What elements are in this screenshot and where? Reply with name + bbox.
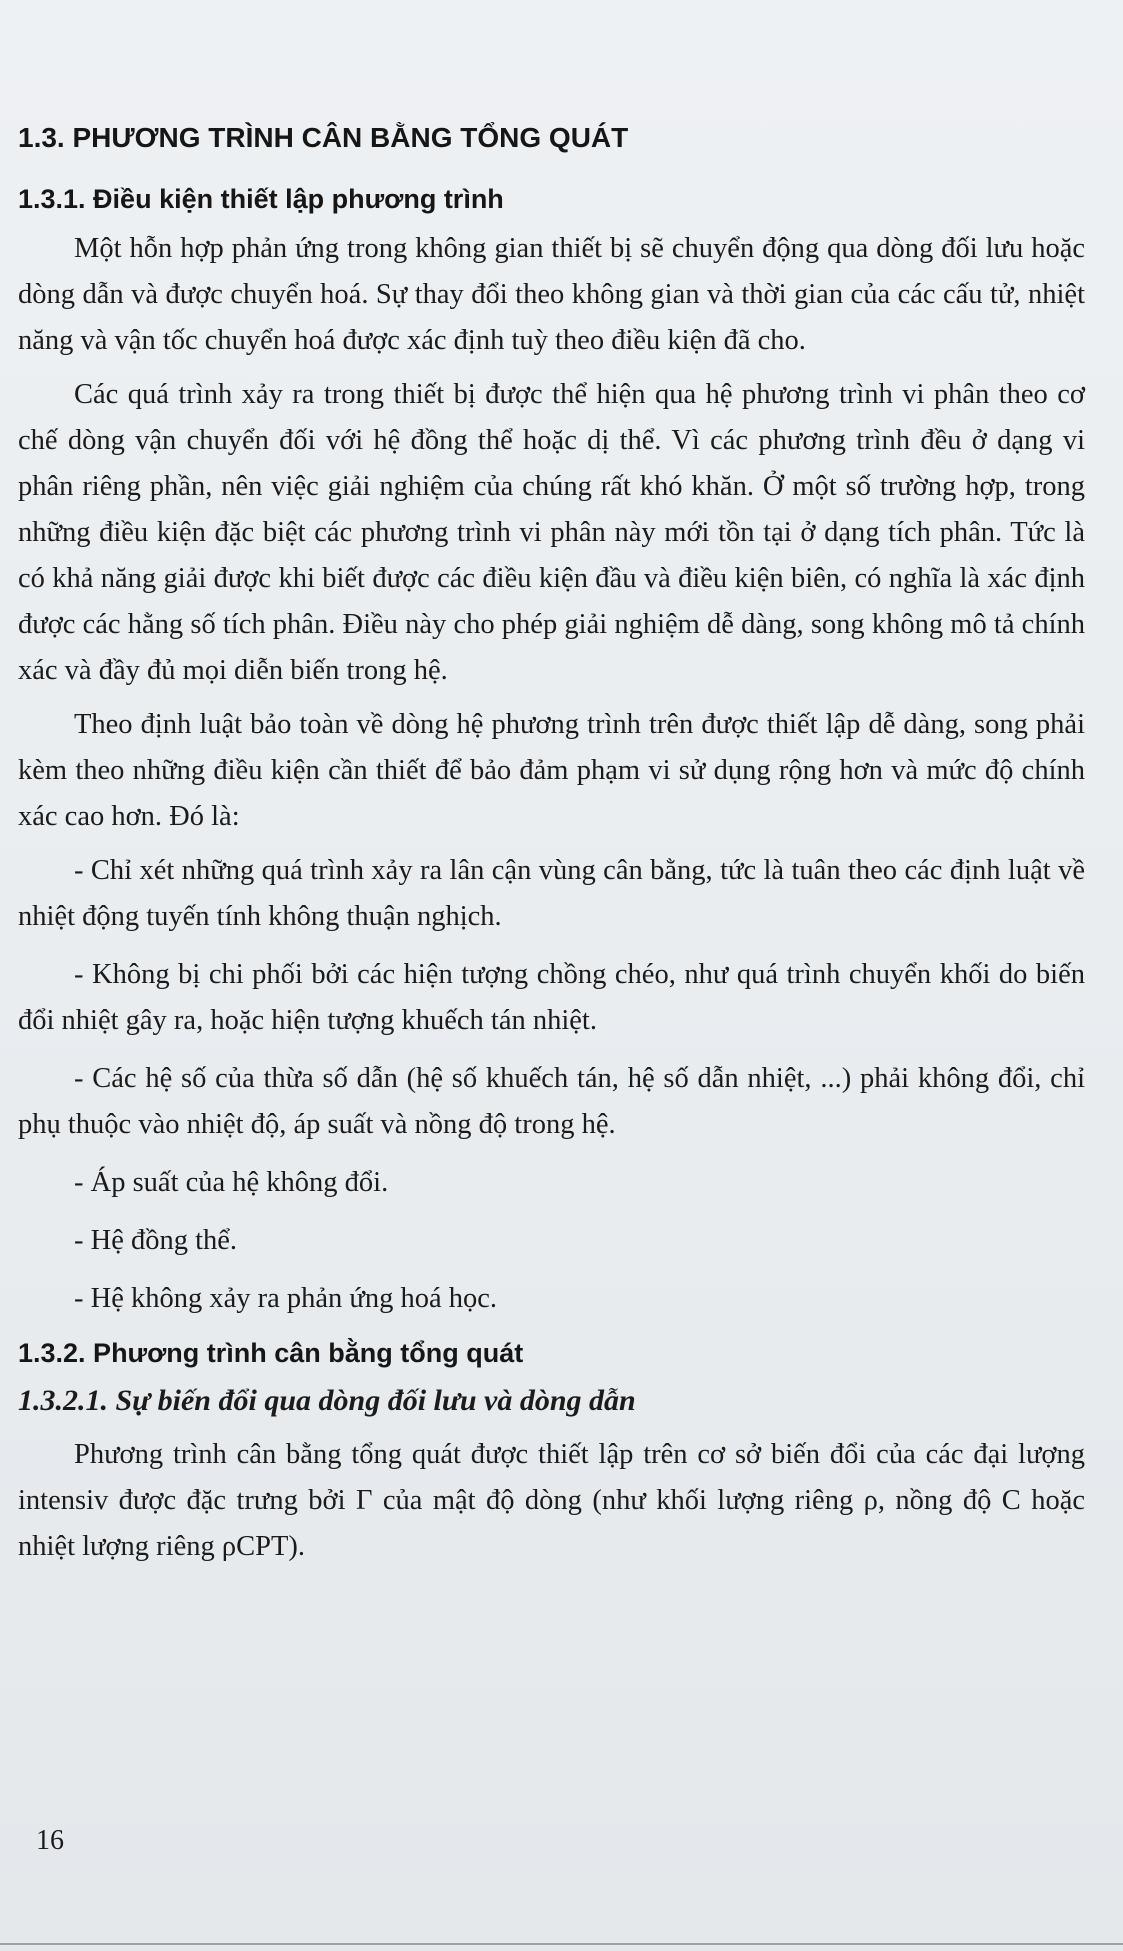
- paragraph-2: Các quá trình xảy ra trong thiết bị được thể hiện qua hệ phương trình vi phân theo cơ chế dòng vận chuyển đối với hệ đồng thể hoặc dị thể. Vì các phương trình đều ở dạng vi phân riêng phần, nên việc giải nghiệm của chúng rất khó khăn. Ở một số trường hợp, trong những điều kiện đặc biệt các phương trình vi phân này mới tồn tại ở dạng tích phân. Tức là có khả năng giải được khi biết được các điều kiện đầu và điều kiện biên, có nghĩa là xác định được các hằng số tích phân. Điều này cho phép giải nghiệm dễ dàng, song không mô tả chính xác và đầy đủ mọi diễn biến trong hệ.: [18, 379, 1085, 686]
- page-bottom-edge: [0, 1943, 1123, 1945]
- condition-item: - Áp suất của hệ không đổi.: [74, 1167, 389, 1198]
- paragraph-3: Theo định luật bảo toàn về dòng hệ phương trình trên được thiết lập dễ dàng, song phải kèm theo những điều kiện cần thiết để bảo đảm phạm vi sử dụng rộng hơn và mức độ chính xác cao hơn. Đó là:: [18, 709, 1085, 832]
- paragraph-4: Phương trình cân bằng tổng quát được thiết lập trên cơ sở biến đổi của các đại lượng intensiv được đặc trưng bởi Γ của mật độ dòng (như khối lượng riêng ρ, nồng độ C hoặc nhiệt lượng riêng ρCPT).: [18, 1439, 1085, 1562]
- condition-item: - Hệ không xảy ra phản ứng hoá học.: [74, 1283, 498, 1314]
- subsection-heading-1-3-1: 1.3.1. Điều kiện thiết lập phương trình: [18, 184, 504, 214]
- condition-item: - Không bị chi phối bởi các hiện tượng chồng chéo, như quá trình chuyển khối do biến đổi nhiệt gây ra, hoặc hiện tượng khuếch tán nhiệt.: [18, 959, 1085, 1036]
- condition-item: - Hệ đồng thể.: [74, 1225, 238, 1256]
- condition-item: - Chỉ xét những quá trình xảy ra lân cận vùng cân bằng, tức là tuân theo các định luật về nhiệt động tuyến tính không thuận nghịch.: [18, 855, 1085, 932]
- subsubsection-heading-1-3-2-1: 1.3.2.1. Sự biến đổi qua dòng đối lưu và dòng dẫn: [18, 1384, 636, 1417]
- condition-item: - Các hệ số của thừa số dẫn (hệ số khuếch tán, hệ số dẫn nhiệt, ...) phải không đổi, chỉ phụ thuộc vào nhiệt độ, áp suất và nồng độ trong hệ.: [18, 1063, 1085, 1140]
- paragraph-1: Một hỗn hợp phản ứng trong không gian thiết bị sẽ chuyển động qua dòng đối lưu hoặc dòng dẫn và được chuyển hoá. Sự thay đổi theo không gian và thời gian của các cấu tử, nhiệt năng và vận tốc chuyển hoá được xác định tuỳ theo điều kiện đã cho.: [18, 233, 1085, 356]
- section-heading: 1.3. PHƯƠNG TRÌNH CÂN BẰNG TỔNG QUÁT: [18, 122, 629, 153]
- page-number: 16: [36, 1825, 64, 1856]
- subsection-heading-1-3-2: 1.3.2. Phương trình cân bằng tổng quát: [18, 1338, 524, 1368]
